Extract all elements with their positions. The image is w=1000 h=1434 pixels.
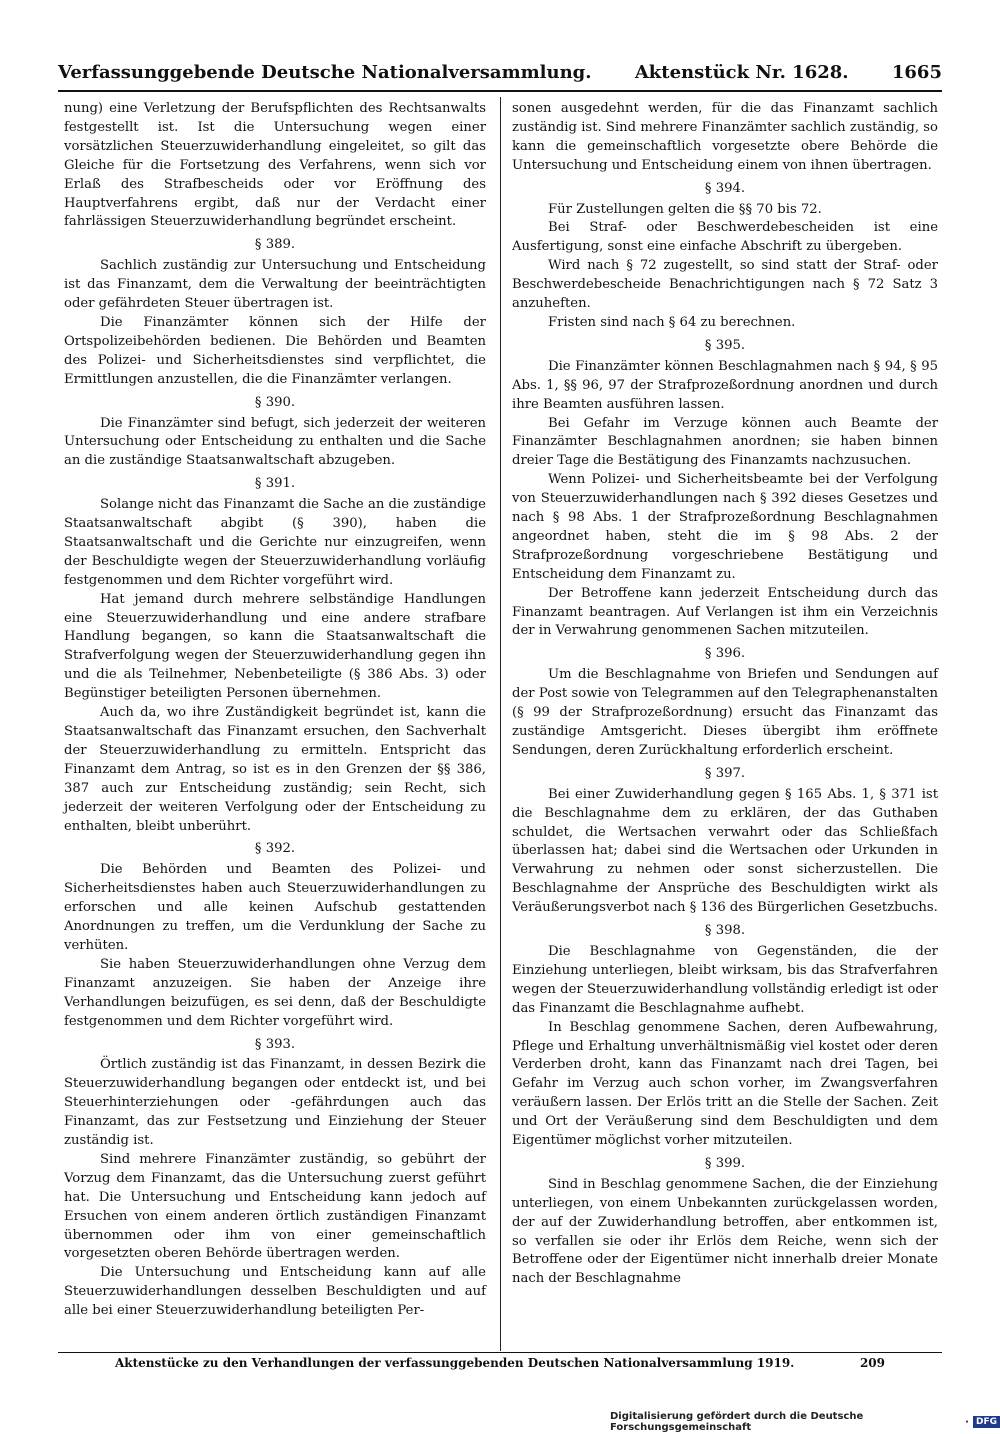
paragraph: Sind mehrere Finanzämter zuständig, so gebührt der Vorzug dem Finanzamt, das die Untersuchung zuerst geführt hat. Die Untersuchung und Entscheidung kann jedoch auf Ersuchen von einem anderen örtlich zuständigen Finanzamt übernommen oder ihm von einer gemeinschaftlich vorgesetzten oberen Behörde übertragen werden.	[64, 1151, 486, 1262]
section-heading: § 394.	[704, 180, 746, 196]
section-heading: § 389.	[254, 237, 296, 253]
section-heading: § 390.	[254, 394, 296, 410]
paragraph: Um die Beschlagnahme von Briefen und Sendungen auf der Post sowie von Telegrammen auf den Telegraphenanstalten (§ 99 der Strafprozeßordnung) ersucht das Finanzamt das zuständige Amtsgericht. Dieses übergibt ihm eröffnete Sendungen, deren Zurückhaltung erforderlich erscheint.	[512, 667, 938, 758]
right-column	[512, 100, 938, 1289]
paragraph: Bei Straf- oder Beschwerdebescheiden ist eine Ausfertigung, sonst eine einfache Abschrift zu übergeben.	[512, 220, 938, 255]
section-heading: § 391.	[254, 476, 296, 492]
footer-caption: Aktenstücke zu den Verhandlungen der verfassunggebenden Deutschen Nationalversammlung 1919.	[115, 1356, 795, 1370]
section-heading: § 393.	[254, 1036, 296, 1052]
page-footer	[115, 1356, 885, 1370]
paragraph: Die Finanzämter können Beschlagnahmen nach § 94, § 95 Abs. 1, §§ 96, 97 der Strafprozeßordnung anordnen und durch ihre Beamten ausführen lassen.	[512, 358, 938, 412]
paragraph: Wird nach § 72 zugestellt, so sind statt der Straf- oder Beschwerdebescheide Benachrichtigungen nach § 72 Satz 3 anzuheften.	[512, 258, 938, 312]
paragraph: Hat jemand durch mehrere selbständige Handlungen eine Steuerzuwiderhandlung und eine andere strafbare Handlung begangen, so kann die Staatsanwaltschaft die Strafverfolgung wegen der Steuerzuwiderhandlung gegen ihn und die als Teilnehmer, Nebenbeteiligte (§ 386 Abs. 3) oder Begünstiger beteiligten Personen übernehmen.	[64, 591, 486, 702]
section-heading: § 395.	[704, 337, 746, 353]
header-doc-ref: Aktenstück Nr. 1628.	[634, 61, 849, 83]
credit-text: Digitalisierung gefördert durch die Deutsche Forschungsgemeinschaft	[610, 1411, 864, 1433]
section-heading: § 397.	[704, 765, 746, 781]
paragraph: Die Untersuchung und Entscheidung kann auf alle Steuerzuwiderhandlungen desselben Beschuldigten und auf alle bei einer Steuerzuwiderhandlung beteiligten Per-	[64, 1265, 486, 1319]
header-page-number: 1665	[891, 61, 942, 83]
paragraph: Die Finanzämter können sich der Hilfe der Ortspolizeibehörden bedienen. Die Behörden und Beamten des Polizei- und Sicherheitsdienstes sind verpflichtet, die Ermittlungen anzustellen, die die Finanzämter verlangen.	[64, 314, 486, 387]
footer-rule	[58, 1352, 942, 1353]
paragraph: Solange nicht das Finanzamt die Sache an die zuständige Staatsanwaltschaft abgibt (§ 390), haben die Staatsanwaltschaft und die Gerichte nur einzugreifen, wenn der Beschuldigte wegen der Steuerzuwiderhandlung vorläufig festgenommen und dem Richter vorgeführt wird.	[64, 497, 486, 588]
paragraph: Wenn Polizei- und Sicherheitsbeamte bei der Verfolgung von Steuerzuwiderhandlungen nach § 392 dieses Gesetzes und nach § 98 Abs. 1 der Strafprozeßordnung Beschlagnahmen angeordnet haben, steht die im § 98 Abs. 2 der Strafprozeßordnung vorgeschriebene Bestätigung und Entscheidung dem Finanzamt zu.	[512, 472, 938, 582]
paragraph: Auch da, wo ihre Zuständigkeit begründet ist, kann die Staatsanwaltschaft das Finanzamt ersuchen, den Sachverhalt der Steuerzuwiderhandlung zu ermitteln. Entspricht das Finanzamt dem Antrag, so ist es in den Grenzen der §§ 386, 387 auch zur Entscheidung zuständig; sein Recht, sich jederzeit der weiteren Verfolgung oder der Entscheidung zu enthalten, bleibt unberührt.	[64, 705, 486, 834]
dfg-logo: DFG	[973, 1416, 1000, 1428]
paragraph: Die Beschlagnahme von Gegenständen, die der Einziehung unterliegen, bleibt wirksam, bis das Strafverfahren wegen der Steuerzuwiderhandlung vollständig erledigt ist oder das Finanzamt die Beschlagnahme aufhebt.	[512, 943, 938, 1016]
paragraph: Sachlich zuständig zur Untersuchung und Entscheidung ist das Finanzamt, dem die Verwaltung der beeinträchtigten oder gefährdeten Steuer übertragen ist.	[64, 258, 486, 312]
digitization-credit: Digitalisierung gefördert durch die Deutsche Forschungsgemeinschaft · DFG	[610, 1414, 1000, 1430]
paragraph: Die Finanzämter sind befugt, sich jederzeit der weiteren Untersuchung oder Entscheidung zu enthalten und die Sache an die zuständige Staatsanwaltschaft abzugeben.	[64, 415, 486, 469]
header-title: Verfassunggebende Deutsche Nationalversammlung.	[58, 61, 592, 83]
left-column	[64, 100, 486, 1321]
column-divider	[500, 97, 501, 1351]
paragraph: Die Behörden und Beamten des Polizei- und Sicherheitsdienstes haben auch Steuerzuwiderhandlungen zu erforschen und alle keinen Aufschub gestattenden Anordnungen zu treffen, um die Verdunklung der Sache zu verhüten.	[64, 862, 486, 953]
section-heading: § 392.	[254, 841, 296, 857]
section-heading: § 396.	[704, 646, 746, 662]
section-heading: § 399.	[704, 1155, 746, 1171]
paragraph: Fristen sind nach § 64 zu berechnen.	[548, 314, 796, 330]
footer-sheet-number: 209	[859, 1356, 885, 1370]
header-rule	[58, 90, 942, 92]
paragraph: nung) eine Verletzung der Berufspflichten des Rechtsanwalts festgestellt ist. Ist die Untersuchung wegen einer vorsätzlichen Steuerzuwiderhandlung eingeleitet, so gilt das Gleiche für die Fortsetzung des Verfahrens, wenn sich vor Erlaß des Strafbescheids oder vor Eröffnung des Hauptverfahrens ergibt, daß nur der Verdacht einer fahrlässigen Steuerzuwiderhandlung begründet erscheint.	[64, 101, 486, 230]
paragraph: Sind in Beschlag genommene Sachen, die der Einziehung unterliegen, von einem Unbekannten zurückgelassen worden, der auf der Zuwiderhandlung betroffen, aber entkommen ist, so verfallen sie oder ihr Erlös dem Reiche, wenn sich der Betroffene oder der Eigentümer nicht innerhalb dreier Monate nach der Beschlagnahme	[512, 1176, 938, 1287]
paragraph: Örtlich zuständig ist das Finanzamt, in dessen Bezirk die Steuerzuwiderhandlung begangen oder entdeckt ist, und bei Steuerhinterziehungen oder -gefährdungen auch das Finanzamt, das zur Festsetzung und Einziehung der Steuer zuständig ist.	[64, 1057, 486, 1149]
paragraph: Der Betroffene kann jederzeit Entscheidung durch das Finanzamt beantragen. Auf Verlangen ist ihm ein Verzeichnis der in Verwahrung genommenen Sachen mitzuteilen.	[512, 585, 938, 639]
paragraph: Bei einer Zuwiderhandlung gegen § 165 Abs. 1, § 371 ist die Beschlagnahme dem zu erklären, der das Guthaben schuldet, die Wertsachen verwahrt oder das Schließfach überlassen hat; dabei sind die Wertsachen oder Urkunden in Verwahrung zu nehmen oder sonst sicherzustellen. Die Beschlagnahme der Ansprüche des Beschuldigten wirkt als Veräußerungsverbot nach § 136 des Bürgerlichen Gesetzbuchs.	[512, 786, 938, 916]
page-header	[58, 58, 942, 86]
paragraph: Sie haben Steuerzuwiderhandlungen ohne Verzug dem Finanzamt anzuzeigen. Sie haben der Anzeige ihre Verhandlungen beizufügen, es sei denn, daß der Beschuldigte festgenommen und dem Richter vorgeführt wird.	[64, 956, 486, 1029]
section-heading: § 398.	[704, 923, 746, 939]
paragraph: Bei Gefahr im Verzuge können auch Beamte der Finanzämter Beschlagnahmen anordnen; sie haben binnen dreier Tage die Bestätigung des Finanzamts nachzusuchen.	[512, 415, 938, 469]
paragraph: sonen ausgedehnt werden, für die das Finanzamt sachlich zuständig ist. Sind mehrere Finanzämter sachlich zuständig, so kann die gemeinschaftlich vorgesetzte obere Behörde die Untersuchung und Entscheidung einem von ihnen übertragen.	[512, 101, 938, 173]
paragraph: In Beschlag genommene Sachen, deren Aufbewahrung, Pflege und Erhaltung unverhältnismäßig viel kostet oder deren Verderben droht, kann das Finanzamt nach drei Tagen, bei Gefahr im Verzug auch schon vorher, im Zwangsverfahren veräußern lassen. Der Erlös tritt an die Stelle der Sachen. Zeit und Ort der Veräußerung sind dem Beschuldigten und dem Eigentümer möglichst vorher mitzuteilen.	[512, 1019, 938, 1149]
paragraph: Für Zustellungen gelten die §§ 70 bis 72.	[548, 201, 822, 217]
